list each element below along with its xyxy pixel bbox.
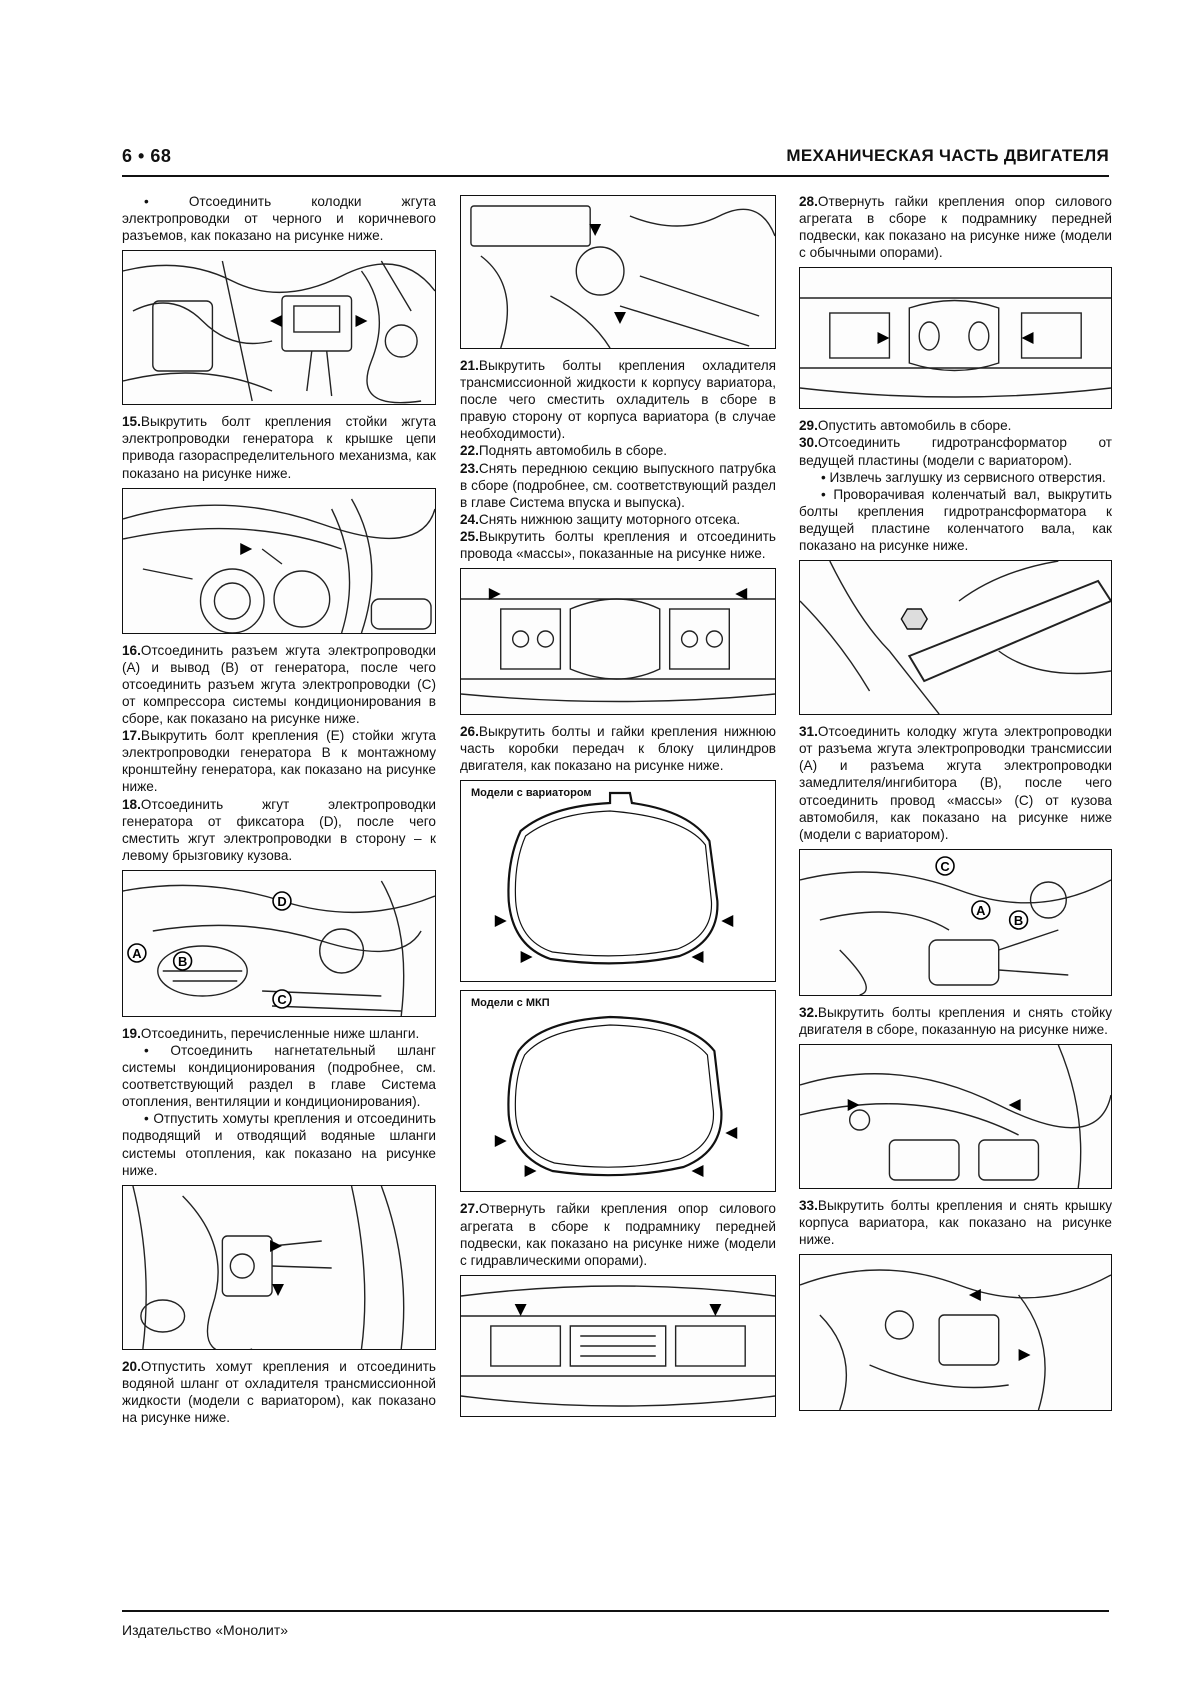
figure-heater-hoses	[122, 1185, 436, 1350]
step-30: 30.Отсоединить гидротрансформатор от ведущей пластины (модели с вариатором).	[799, 435, 1112, 468]
figure-cvt-harness	[799, 849, 1112, 996]
callout-c: C	[277, 991, 287, 1007]
figure-engine-mount	[799, 1044, 1112, 1189]
figure-harness-bolt	[122, 488, 436, 634]
step-31: 31.Отсоединить колодку жгута электропроводки от разъема жгута электропроводки трансмиссии (A) и разъема жгута электропроводки замедлителя/ингибитора (B), после чего отсоединить провод «массы» (C) от кузова автомобиля, как показано на рисунке ниже (модели с вариатором).	[799, 724, 1112, 842]
page-number: 6 • 68	[122, 146, 172, 166]
step-30-bullet-1: • Извлечь заглушку из сервисного отверстия.	[821, 469, 1106, 485]
figure-hydraulic-mounts	[460, 1275, 776, 1417]
figure-cvt-outline	[460, 780, 776, 982]
publisher-footer: Издательство «Монолит»	[122, 1622, 289, 1638]
step-19-bullet-1: • Отсоединить нагнетательный шланг системы кондиционирования (подробнее, см. соответствующий раздел в главе Система отопления, вентиляции и кондиционирования).	[122, 1042, 436, 1110]
callout-a: A	[132, 945, 142, 961]
figure-cvt-cover	[799, 1254, 1112, 1411]
header-rule	[122, 175, 1109, 177]
callout-a-col3: A	[976, 902, 986, 918]
callout-b: B	[177, 953, 188, 969]
intro-paragraph: • Отсоединить колодки жгута электропроводки от черного и коричневого разъемов, как показано на рисунке ниже.	[122, 194, 436, 244]
step-33: 33.Выкрутить болты крепления и снять крышку корпуса вариатора, как показано на рисунке ниже.	[799, 1197, 1112, 1248]
step-18: 18.Отсоединить жгут электропроводки генератора от фиксатора (D), после чего сместить жгут электропроводки в сторону – к левому брызговику кузова.	[122, 796, 436, 863]
figure-ground-wires	[460, 568, 776, 715]
figure-alternator	[122, 870, 436, 1017]
step-19-bullet-2: • Отпустить хомуты крепления и отсоединить подводящий и отводящий водяные шланги системы отопления, как показано на рисунке ниже.	[122, 1111, 436, 1178]
step-23: 23.Снять переднюю секцию выпускного патрубка в сборе (подробнее, см. соответствующий раздел в главе Система впуска и выпуска).	[460, 460, 776, 510]
step-20: 20.Отпустить хомут крепления и отсоединить водяной шланг от охладителя трансмиссионной жидкости (модели с вариатором), как показано на рисунке ниже.	[122, 1358, 436, 1425]
column-1	[122, 193, 436, 1432]
step-28: 28.Отвернуть гайки крепления опор силового агрегата в сборе к подрамнику передней подвески, как показано на рисунке ниже (модели с обычными опорами).	[799, 194, 1112, 261]
step-22: 22.Поднять автомобиль в сборе.	[460, 443, 668, 459]
step-17: 17.Выкрутить болт крепления (E) стойки жгута электропроводки генератора B к монтажному кронштейну генератора, как показано на рисунке ниже.	[122, 728, 436, 795]
footer-rule	[122, 1610, 1109, 1612]
section-title: МЕХАНИЧЕСКАЯ ЧАСТЬ ДВИГАТЕЛЯ	[786, 146, 1109, 165]
figure-connectors	[122, 250, 436, 405]
step-19: 19.Отсоединить, перечисленные ниже шланги.	[122, 1025, 420, 1041]
step-16: 16.Отсоединить разъем жгута электропроводки (A) и вывод (B) от генератора, после чего отсоединить разъем жгута электропроводки (C) от компрессора системы кондиционирования в сборе, как показано на рисунке ниже.	[122, 642, 436, 727]
figure-mt-label: Модели с МКП	[471, 997, 550, 1010]
step-26: 26.Выкрутить болты и гайки крепления нижнюю часть коробки передач к блоку цилиндров двигателя, как показано на рисунке ниже.	[460, 724, 776, 774]
step-29: 29.Опустить автомобиль в сборе.	[799, 418, 1012, 434]
callout-d: D	[277, 893, 287, 909]
figure-mt-outline	[460, 990, 776, 1192]
column-3	[799, 193, 1112, 1419]
callout-c-col3: C	[940, 858, 950, 874]
step-30-bullet-2: • Проворачивая коленчатый вал, выкрутить болты крепления гидротрансформатора к ведущей пластине коленчатого вала, как показано на рисунке ниже.	[799, 486, 1112, 554]
step-27: 27.Отвернуть гайки крепления опор силового агрегата в сборе к подрамнику передней подвески, как показано на рисунке ниже (модели с гидравлическими опорами).	[460, 1201, 776, 1268]
figure-torque-converter	[799, 560, 1112, 715]
figure-fluid-cooler	[460, 195, 776, 349]
column-2	[460, 193, 776, 1425]
figure-regular-mounts	[799, 267, 1112, 409]
step-21: 21.Выкрутить болты крепления охладителя трансмиссионной жидкости к корпусу вариатора, после чего сместить охладитель в сборе в правую сторону от корпуса вариатора (в случае необходимости).	[460, 358, 776, 442]
step-15: 15.Выкрутить болт крепления стойки жгута электропроводки генератора к крышке цепи привода газораспределительного механизма, как показано на рисунке ниже.	[122, 414, 436, 481]
callout-b-col3: B	[1013, 912, 1024, 928]
figure-cvt-label: Модели с вариатором	[471, 787, 592, 800]
step-25: 25.Выкрутить болты крепления и отсоединить провода «массы», показанные на рисунке ниже.	[460, 528, 776, 562]
step-24: 24.Снять нижнюю защиту моторного отсека.	[460, 511, 741, 527]
step-32: 32.Выкрутить болты крепления и снять стойку двигателя в сборе, показанную на рисунке ниже.	[799, 1004, 1112, 1037]
